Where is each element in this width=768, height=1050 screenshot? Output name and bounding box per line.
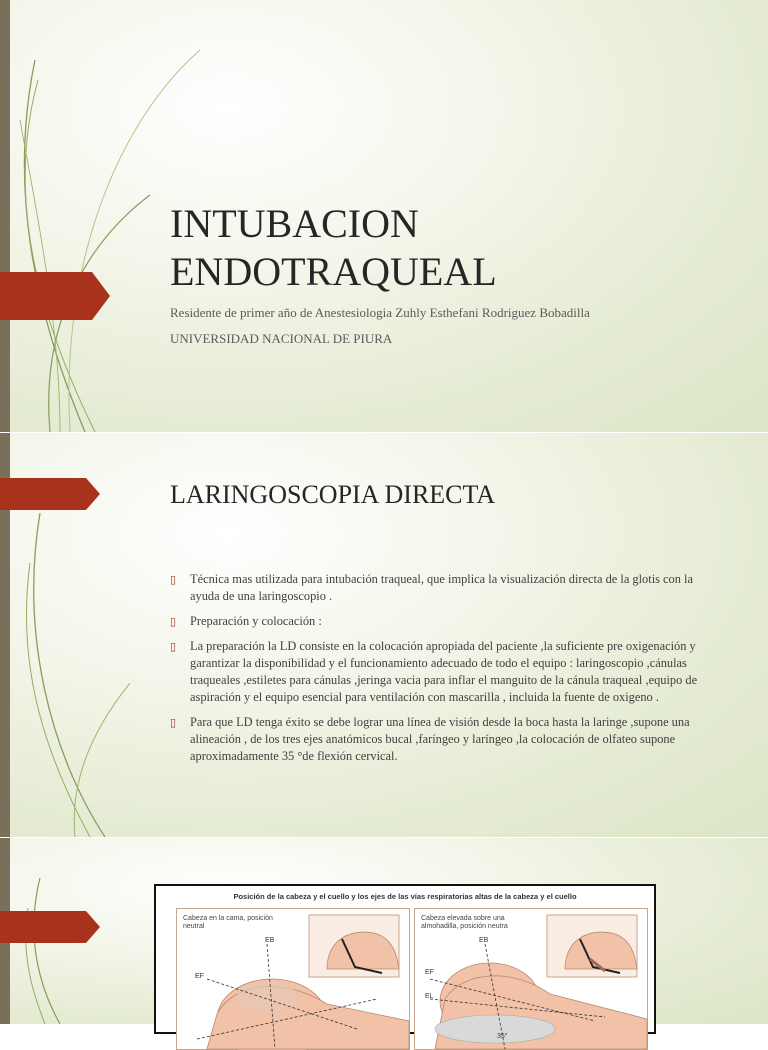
accent-arrow-tag — [0, 911, 100, 951]
institution-line: UNIVERSIDAD NACIONAL DE PIURA — [170, 331, 393, 346]
panel-right-label: Cabeza elevada sobre una almohadilla, posición neutra — [421, 915, 508, 930]
axis-label-ef: EF — [195, 973, 204, 980]
figure-panel-left — [176, 908, 410, 1050]
figure-slide[interactable] — [0, 838, 768, 1040]
accent-arrow-tag — [0, 478, 100, 518]
bullet-marker-icon: ▯ — [170, 641, 177, 653]
laringoscopia-slide[interactable] — [0, 433, 768, 837]
list-item: ▯ Preparación y colocación : — [170, 613, 710, 630]
head-illustration-elevated — [415, 909, 647, 1049]
slide-title: INTUBACION ENDOTRAQUEAL — [170, 201, 497, 294]
figure-title: Posición de la cabeza y el cuello y los ejes de las vías respiratorias altas de la cabeza y el cuello — [233, 892, 577, 901]
slide-heading: LARINGOSCOPIA DIRECTA — [170, 480, 496, 509]
angle-label: 35° — [497, 1033, 508, 1040]
axis-label-eb: EB — [479, 937, 489, 944]
axis-label-eb: EB — [265, 937, 275, 944]
figure-panel-right — [414, 908, 648, 1050]
bullet-marker-icon: ▯ — [170, 717, 177, 729]
head-position-figure — [154, 884, 656, 1040]
axis-label-ef: EF — [425, 969, 434, 976]
panel-left-label: Cabeza en la cama, posición neutral — [183, 915, 273, 930]
axis-label-el: EL — [425, 993, 434, 1000]
bullet-list — [170, 571, 710, 773]
head-illustration-neutral — [177, 909, 409, 1049]
bullet-marker-icon: ▯ — [170, 616, 177, 628]
list-item: ▯ Técnica mas utilizada para intubación traqueal, que implica la visualización directa de la glotis con la ayuda de una laringoscopio . — [170, 572, 693, 603]
bullet-marker-icon: ▯ — [170, 574, 177, 586]
author-line: Residente de primer año de Anestesiologia Zuhly Esthefani Rodriguez Bobadilla — [170, 305, 590, 320]
list-item: ▯ Para que LD tenga éxito se debe lograr una línea de visión desde la boca hasta la laringe ,supone una alineación , de los tres ejes anatómicos bucal ,faríngeo y laríngeo ,la colocación de olfateo supone aproximadamente 35 °de flexión cervical. — [170, 715, 690, 763]
title-slide[interactable] — [0, 0, 768, 432]
accent-arrow-tag — [0, 272, 110, 312]
list-item: ▯ La preparación la LD consiste en la colocación apropiada del paciente ,la suficiente pre oxigenación y garantizar la disponibilidad y el funcionamiento adecuado de todo el equipo : laringoscopio ,cánulas traqueales ,estiletes para cánulas ,jeringa vacia para inflar el manguito de la cánula traqueal ,equipo de aspiración y el equipo esencial para ventilación con mascarilla , incluida la fuente de oxigeno . — [170, 639, 698, 704]
